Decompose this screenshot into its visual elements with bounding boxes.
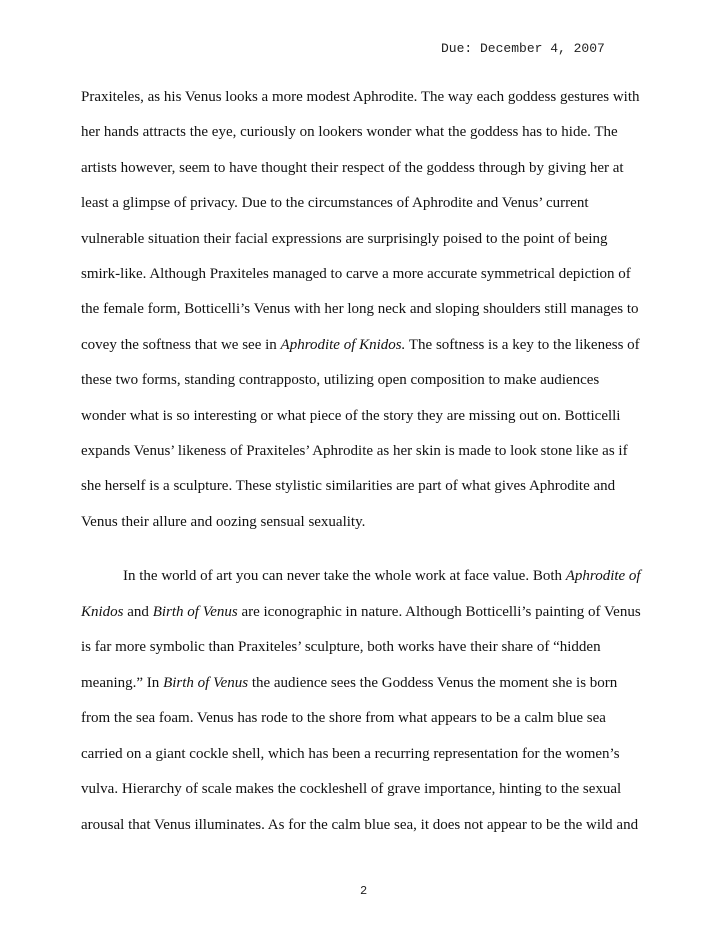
italic-title: Knidos — [81, 603, 124, 620]
text-line — [81, 709, 606, 727]
text-run: her hands attracts the eye, curiously on lookers wonder what the goddess has to hide. The — [81, 124, 618, 141]
text-line — [81, 442, 628, 460]
page-number: 2 — [360, 884, 368, 898]
text-line — [81, 407, 620, 425]
text-run: the female form, Botticelli’s Venus with her long neck and sloping shoulders still manages to — [81, 301, 639, 318]
text-run: covey the softness that we see in — [81, 336, 281, 353]
italic-title: Birth of Venus — [152, 603, 238, 620]
text-run: is far more symbolic than Praxiteles’ sculpture, both works have their share of “hidden — [81, 639, 601, 655]
text-line — [81, 230, 608, 248]
text-run: the audience sees the Goddess Venus the moment she is born — [248, 674, 618, 691]
italic-title: Aphrodite of Knidos. — [280, 336, 406, 353]
text-line — [81, 88, 640, 106]
text-line — [81, 123, 618, 141]
text-run: least a glimpse of privacy. Due to the circumstances of Aphrodite and Venus’ current — [81, 195, 589, 212]
text-run: expands Venus’ likeness of Praxiteles’ Aphrodite as her skin is made to look stone like as if — [81, 443, 628, 459]
text-line — [81, 194, 588, 212]
italic-title: Birth of Venus — [163, 674, 249, 691]
text-line — [81, 816, 638, 834]
text-run: from the sea foam. Venus has rode to the shore from what appears to be a calm blue sea — [81, 710, 606, 726]
text-run: meaning.” In — [81, 674, 164, 691]
text-line — [81, 159, 624, 177]
text-run: and — [123, 603, 153, 620]
text-line — [81, 674, 617, 692]
text-line — [123, 567, 641, 585]
text-run: Venus their allure and oozing sensual sexuality. — [81, 513, 366, 530]
text-run: artists however, seem to have thought their respect of the goddess through by giving her at — [81, 159, 624, 176]
text-run: carried on a giant cockle shell, which has been a recurring representation for the women’s — [81, 745, 620, 762]
due-date-header: Due: December 4, 2007 — [441, 41, 605, 56]
text-run: vulnerable situation their facial expressions are surprisingly poised to the point of being — [81, 230, 608, 247]
text-run: she herself is a sculpture. These stylistic similarities are part of what gives Aphrodite and — [81, 478, 616, 495]
text-line — [81, 745, 620, 763]
text-run: The softness is a key to the likeness of — [405, 336, 640, 353]
text-line — [81, 780, 621, 798]
text-line — [81, 265, 631, 283]
text-run: wonder what is so interesting or what piece of the story they are missing out on. Botticelli — [81, 407, 621, 424]
text-line — [81, 477, 615, 495]
text-line — [81, 336, 640, 354]
text-run: these two forms, standing contrapposto, utilizing open composition to make audiences — [81, 372, 600, 389]
text-run: vulva. Hierarchy of scale makes the cockleshell of grave importance, hinting to the sexual — [81, 781, 622, 797]
text-line — [81, 638, 601, 656]
text-run: smirk-like. Although Praxiteles managed to carve a more accurate symmetrical depiction of — [81, 266, 631, 282]
text-run: arousal that Venus illuminates. As for the calm blue sea, it does not appear to be the wild and — [81, 816, 639, 833]
text-line — [81, 513, 365, 531]
text-run: are iconographic in nature. Although Botticelli’s painting of Venus — [237, 603, 641, 620]
text-run: Praxiteles, as his Venus looks a more modest Aphrodite. The way each goddess gestures with — [81, 89, 640, 105]
text-line — [81, 300, 639, 318]
italic-title: Aphrodite of — [565, 568, 641, 584]
text-line — [81, 371, 599, 389]
text-line — [81, 603, 641, 621]
text-run: In the world of art you can never take the whole work at face value. Both — [123, 568, 566, 584]
